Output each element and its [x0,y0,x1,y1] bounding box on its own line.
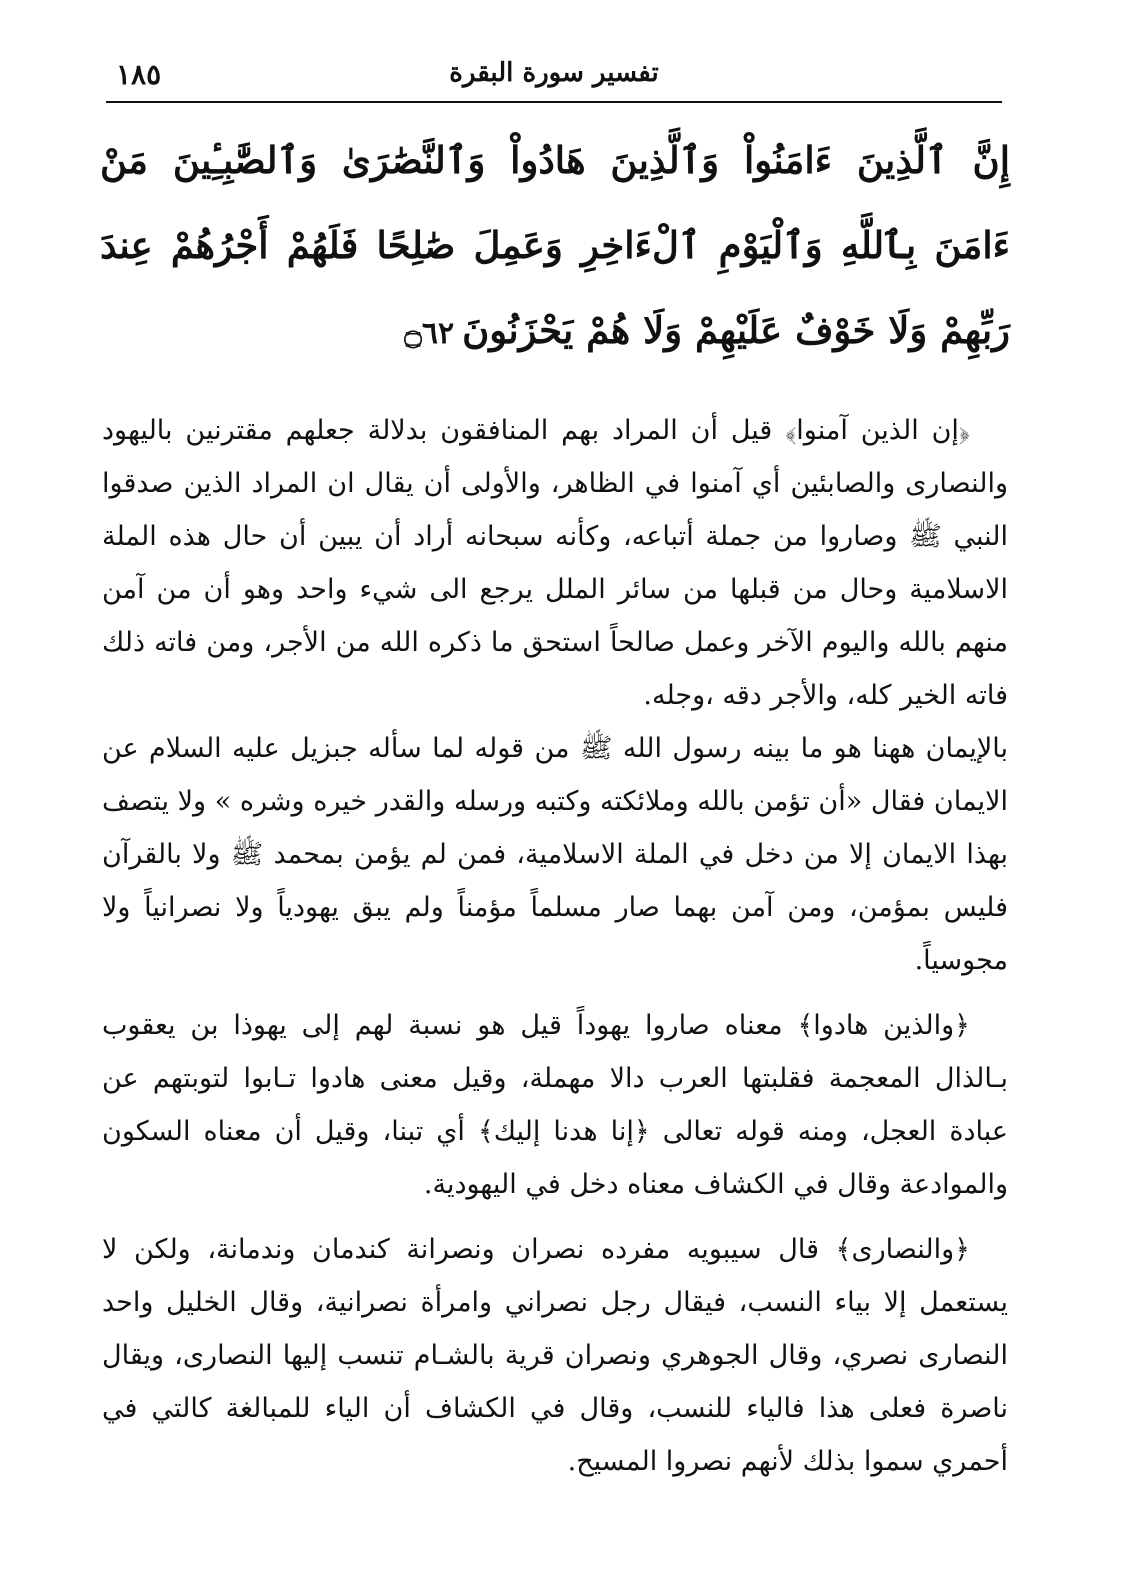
commentary-paragraph: ﴿إن الذين آمنوا﴾ قيل أن المراد بهم المنافقون بدلالة جعلهم مقترنين باليهود والنصارى والصابئين أي آمنوا في الظاهر، والأولى أن يقال ان المراد الذين صدقوا النبي ﷺ وصاروا من جملة أتباعه، وكأنه سبحانه أراد أن يبين أن حال هذه الملة الاسلامية وحال من قبلها من سائر الملل يرجع الى شيء واحد وهو أن من آمن منهم بالله واليوم الآخر وعمل صالحاً استحق ما ذكره الله من الأجر، ومن فاته ذلك فاته الخير كله، والأجر دقه ،وجله. [102,415,1008,711]
page-number: ١٨٥ [116,58,162,91]
header-divider [106,101,1002,103]
running-title: تفسير سورة البقرة [449,58,659,88]
verse-number-marker: ۝٦٢ [404,316,455,351]
verse-text: إِنَّ ٱلَّذِينَ ءَامَنُواْ وَٱلَّذِينَ هَادُواْ وَٱلنَّصَٰرَىٰ وَٱلصَّٰبِـِٔينَ مَنْ ءَامَنَ بِٱللَّهِ وَٱلْيَوْمِ ٱلْءَاخِرِ وَعَمِلَ صَٰلِحًا فَلَهُمْ أَجْرُهُمْ عِندَ رَبِّهِمْ وَلَا خَوْفٌ عَلَيْهِمْ وَلَا هُمْ يَحْزَنُونَ [100,138,1010,352]
quran-verse [100,118,1010,376]
commentary-body [102,404,1008,1488]
commentary-paragraph: ﴿والنصارى﴾ قال سيبويه مفرده نصران ونصرانة كندمان وندمانة، ولكن لا يستعمل إلا بياء النسب، فيقال رجل نصراني وامرأة نصرانية، وقال الخليل واحد النصارى نصري، وقال الجوهري ونصران قرية بالشـام تنسب إليها النصارى، ويقال ناصرة فعلى هذا فالياء للنسب، وقال في الكشاف أن الياء للمبالغة كالتي في أحمري سموا بذلك لأنهم نصروا المسيح. [102,1234,1008,1477]
commentary-paragraph: بالإيمان ههنا هو ما بينه رسول الله ﷺ من قوله لما سأله جبزيل عليه السلام عن الايمان فقال «أن تؤمن بالله وملائكته وكتبه ورسله والقدر خيره وشره » ولا يتصف بهذا الايمان إلا من دخل في الملة الاسلامية، فمن لم يؤمن بمحمد ﷺ ولا بالقرآن فليس بمؤمن، ومن آمن بهما صار مسلماً مؤمناً ولم يبق يهودياً ولا نصرانياً ولا مجوسياً. [102,733,1008,976]
page-header [106,50,1002,102]
commentary-paragraph: ﴿والذين هادوا﴾ معناه صاروا يهوداً قيل هو نسبة لهم إلى يهوذا بن يعقوب بـالذال المعجمة فقلبتها العرب دالا مهملة، وقيل معنى هادوا تـابوا لتوبتهم عن عبادة العجل، ومنه قوله تعالى ﴿إنا هدنا إليك﴾ أي تبنا، وقيل أن معناه السكون والموادعة وقال في الكشاف معناه دخل في اليهودية. [102,1010,1008,1200]
